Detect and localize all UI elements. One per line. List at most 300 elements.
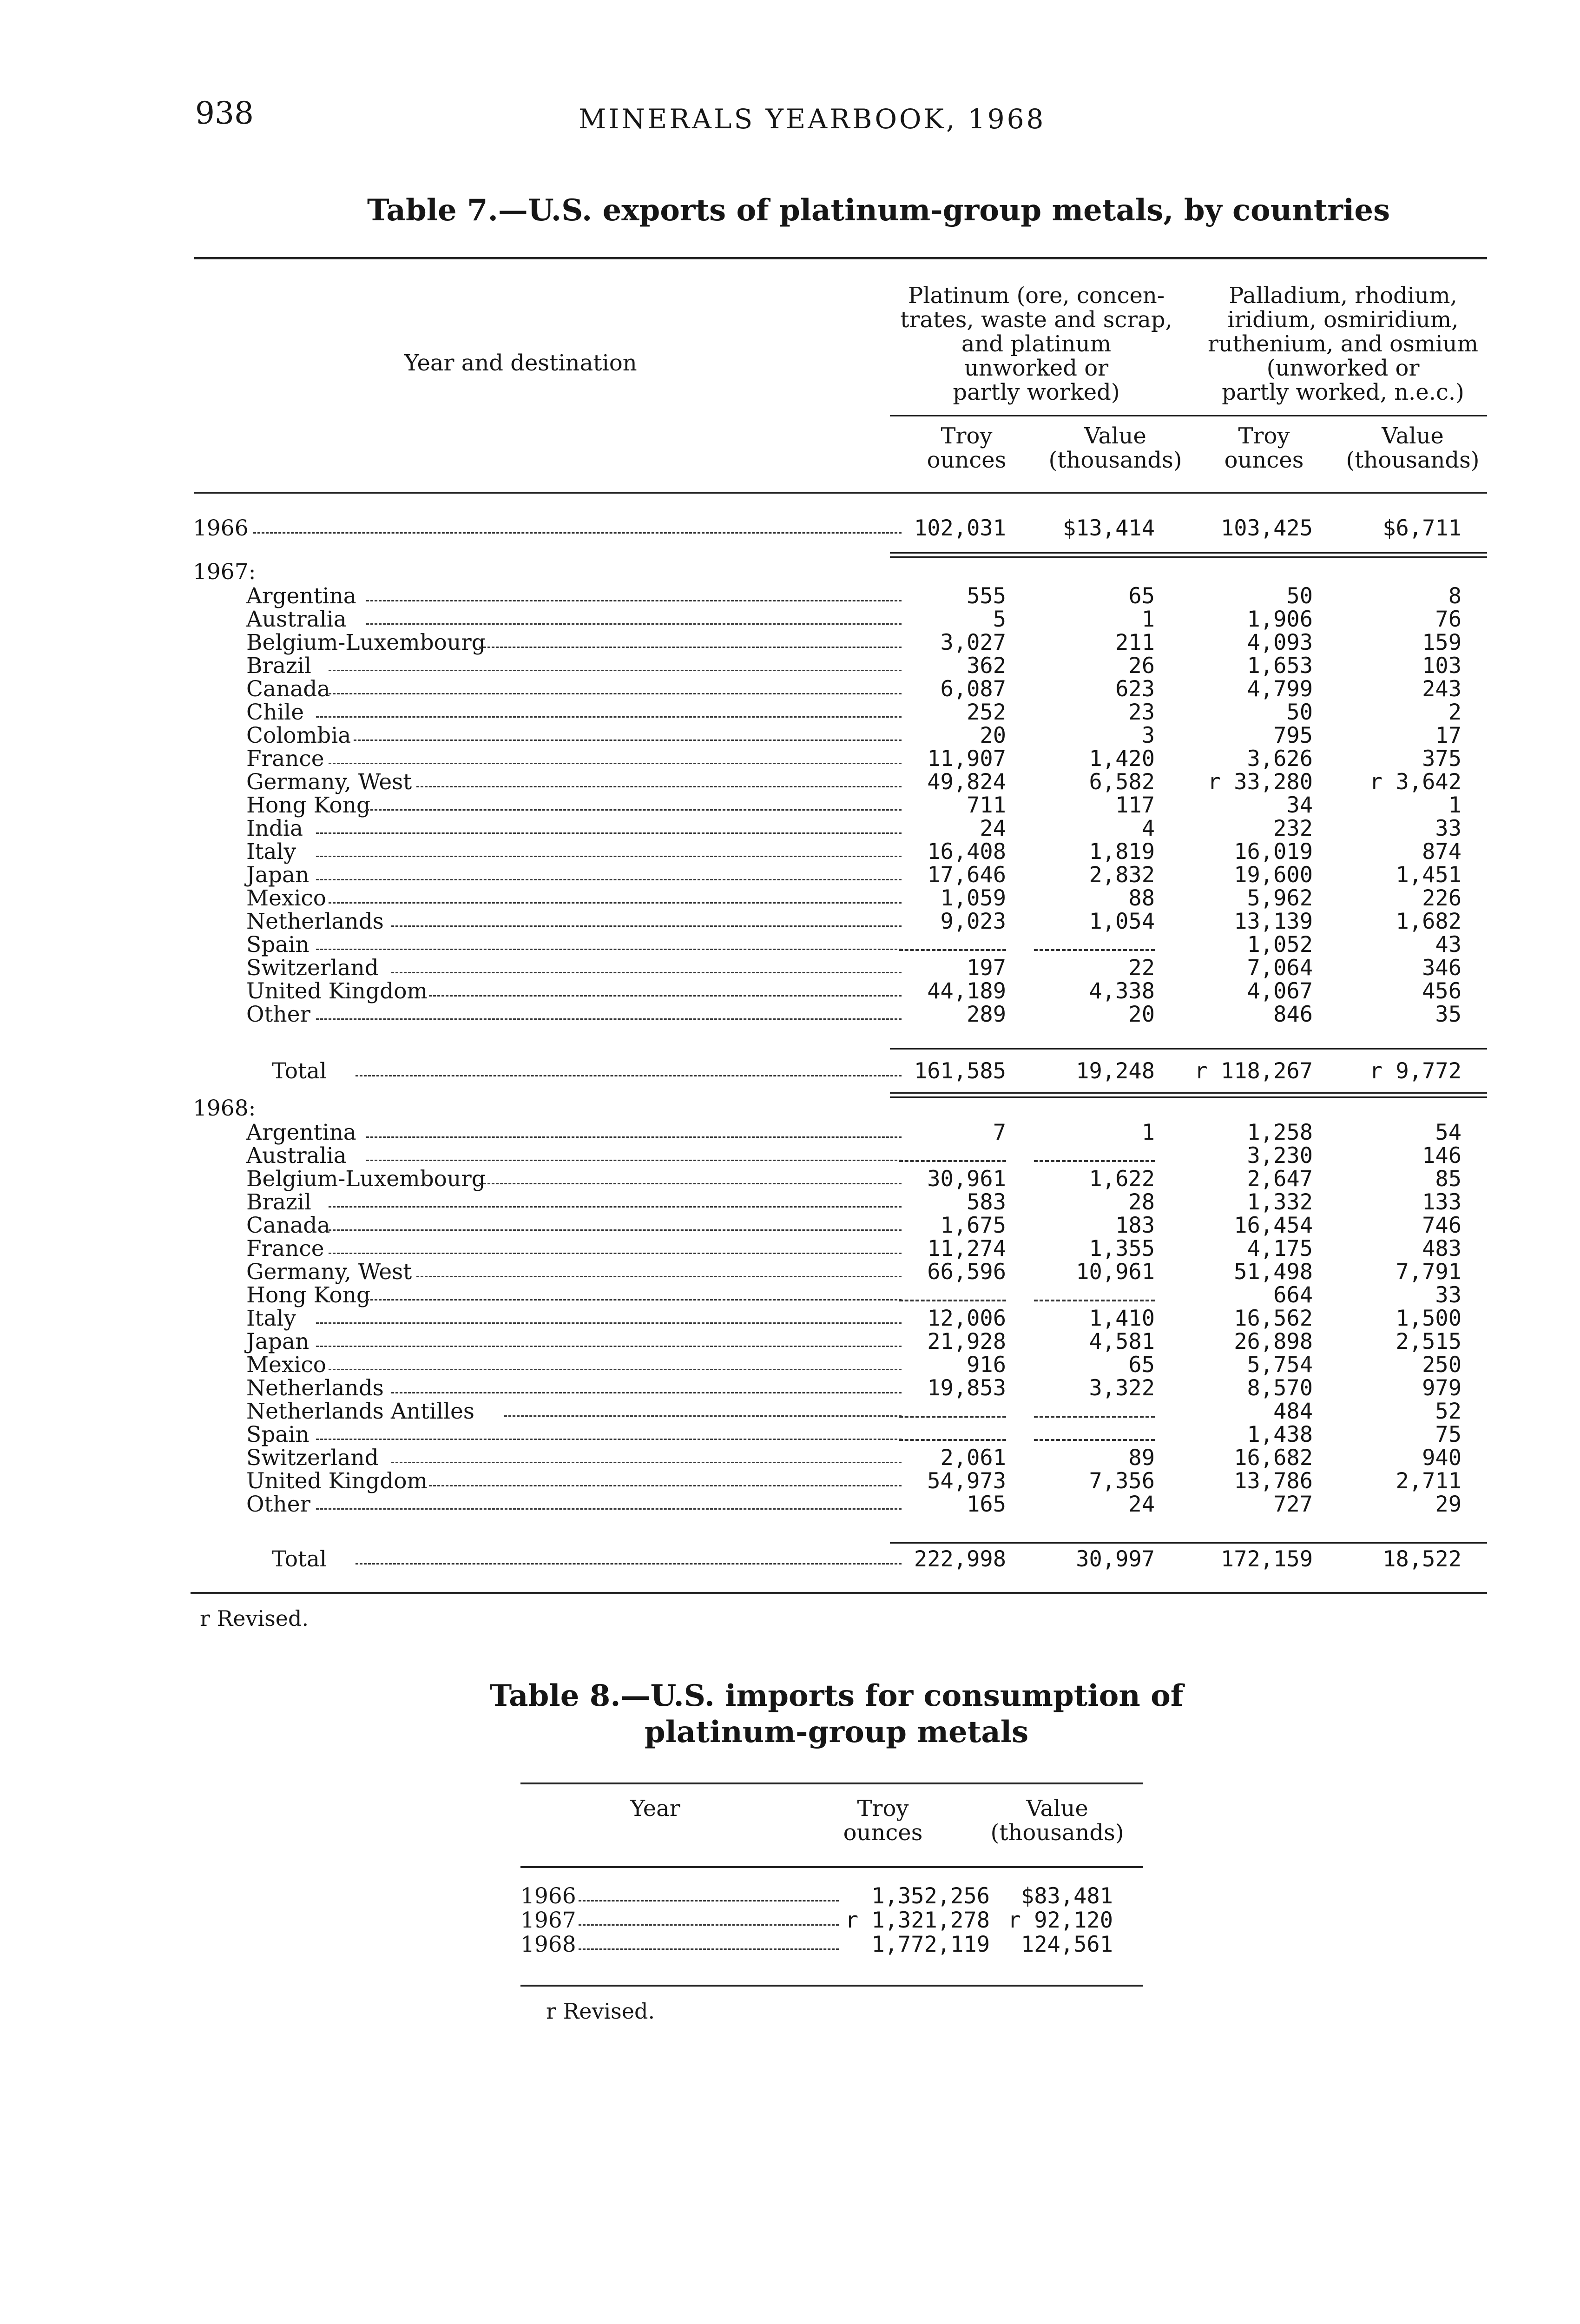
platinum-ounces: 3,027 [940,630,1006,655]
leader-dots [356,1563,902,1565]
col-header-value-1: Value (thousands) [1048,423,1182,473]
country-name: Hong Kong [246,1282,371,1308]
country-name: Switzerland [246,1445,379,1471]
leader-dots [429,995,902,997]
country-row [184,794,1466,817]
palladium-ounces: 3,626 [1247,746,1313,772]
platinum-value: 65 [1128,1352,1155,1378]
country-row [184,1261,1466,1284]
platinum-value: 1,420 [1089,746,1155,772]
palladium-value: 1,451 [1396,862,1462,888]
country-row [184,1121,1466,1144]
palladium-ounces: 846 [1273,1002,1313,1027]
palladium-ounces: 1,438 [1247,1422,1313,1447]
leader-dots [416,1276,902,1277]
palladium-ounces: 19,600 [1234,862,1313,888]
platinum-value: 1 [1141,1120,1155,1145]
leader-dots [354,739,902,741]
platinum-ounces: 17,646 [927,862,1006,888]
country-name: Canada [246,676,330,702]
palladium-ounces: 1,653 [1247,653,1313,679]
leader-dots [329,1229,902,1231]
platinum-value: 3 [1141,723,1155,748]
platinum-ounces: 5 [993,607,1006,632]
leader-dots [416,786,902,787]
platinum-value: 183 [1115,1213,1155,1238]
country-row [184,1214,1466,1237]
year-label: 1967 [520,1908,576,1933]
value-thousands: $83,481 [1020,1883,1113,1909]
country-row [184,1446,1466,1470]
platinum-value: 65 [1128,583,1155,609]
palladium-ounces: 5,754 [1247,1352,1313,1378]
row-label: 1968: [193,1096,256,1121]
year-label: 1968 [520,1932,576,1957]
platinum-ounces: 16,408 [927,839,1006,865]
palladium-value: 75 [1435,1422,1462,1447]
country-name: Japan [246,1329,309,1354]
country-row [184,631,1466,654]
palladium-value: 979 [1422,1375,1462,1401]
country-row [184,701,1466,724]
platinum-ounces: 24 [980,816,1006,841]
leader-dots [579,1924,839,1926]
palladium-value: 456 [1422,978,1462,1004]
country-row [184,1470,1466,1493]
platinum-value: 30,997 [1076,1546,1155,1572]
leader-dots [366,1299,902,1301]
no-data-dash [1034,1300,1155,1301]
leader-dots [579,1948,839,1950]
row-label: Total [272,1058,327,1084]
country-name: Spain [246,932,309,957]
country-row [184,1191,1466,1214]
troy-ounces: 1,352,256 [871,1883,990,1909]
no-data-dash [1034,1160,1155,1162]
palladium-value: 35 [1435,1002,1462,1027]
palladium-value: r 9,772 [1369,1058,1462,1084]
country-row [184,957,1466,980]
table8-title: Table 8.—U.S. imports for consumption of platinum-group metals [489,1678,1184,1750]
platinum-ounces: 30,961 [927,1166,1006,1192]
leader-dots [479,1183,902,1184]
palladium-value: 54 [1435,1120,1462,1145]
palladium-ounces: 4,799 [1247,676,1313,702]
double-rule [890,552,1487,554]
palladium-ounces: 16,562 [1234,1306,1313,1331]
row-label: 1966 [193,515,249,541]
country-name: Chile [246,700,304,725]
country-row [184,864,1466,887]
no-data-dash [899,1160,1006,1162]
platinum-ounces: 2,061 [940,1445,1006,1471]
platinum-value: 19,248 [1076,1058,1155,1084]
palladium-ounces: 484 [1273,1399,1313,1424]
palladium-ounces: 3,230 [1247,1143,1313,1169]
leader-dots [356,1075,902,1076]
country-name: Belgium-Luxembourg [246,630,486,655]
platinum-value: 1,410 [1089,1306,1155,1331]
palladium-value: 483 [1422,1236,1462,1261]
table8-col-troy: Troy ounces [843,1796,923,1846]
palladium-value: 874 [1422,839,1462,865]
table7-group2-header: Palladium, rhodium, iridium, osmiridium, ruthenium, and osmium (unworked or partly worked, n.e.c.) [1207,283,1479,405]
leader-dots [316,856,902,857]
leader-dots [391,1392,902,1393]
leader-dots [316,1322,902,1324]
country-name: Mexico [246,885,327,911]
table8-row [520,1933,1139,1956]
country-name: United Kingdom [246,1468,428,1494]
year-row-1966 [184,517,1466,540]
country-name: Colombia [246,723,351,748]
platinum-ounces: 252 [967,700,1006,725]
platinum-value: 1,622 [1089,1166,1155,1192]
country-row [184,1237,1466,1261]
platinum-value: 7,356 [1089,1468,1155,1494]
platinum-value: 1,054 [1089,909,1155,934]
leader-dots [329,670,902,671]
platinum-ounces: 362 [967,653,1006,679]
leader-dots [316,1018,902,1020]
country-name: Germany, West [246,1259,412,1285]
table7-header-rule [194,492,1487,494]
col-header-troy-2: Troy ounces [1224,423,1304,473]
palladium-ounces: 1,906 [1247,607,1313,632]
leader-dots [366,1136,902,1138]
palladium-value: 33 [1435,816,1462,841]
palladium-ounces: 172,159 [1220,1546,1313,1572]
country-name: Spain [246,1422,309,1447]
year-heading-1968 [184,1097,1466,1120]
leader-dots [329,763,902,764]
troy-ounces: 1,772,119 [871,1932,990,1957]
platinum-value: 22 [1128,955,1155,981]
palladium-ounces: 16,682 [1234,1445,1313,1471]
palladium-ounces: 13,139 [1234,909,1313,934]
leader-dots [366,1160,902,1161]
palladium-ounces: 4,067 [1247,978,1313,1004]
row-label: 1967: [193,559,256,585]
table7-group-rule [890,415,1487,416]
leader-dots [366,809,902,811]
platinum-value: 1,355 [1089,1236,1155,1261]
platinum-value: 23 [1128,700,1155,725]
total-row-1968 [184,1548,1466,1571]
palladium-value: 2 [1448,700,1462,725]
table7-bottom-rule [191,1592,1487,1594]
palladium-ounces: 8,570 [1247,1375,1313,1401]
country-row [184,1168,1466,1191]
platinum-value: 88 [1128,885,1155,911]
leader-dots [329,693,902,694]
country-row [184,1493,1466,1516]
country-row [184,840,1466,864]
country-name: Netherlands [246,909,384,934]
palladium-value: 243 [1422,676,1462,702]
leader-dots [429,1485,902,1486]
palladium-ounces: 103,425 [1220,515,1313,541]
platinum-ounces: 7 [993,1120,1006,1145]
platinum-ounces: 66,596 [927,1259,1006,1285]
palladium-value: 159 [1422,630,1462,655]
country-row [184,887,1466,910]
palladium-value: 52 [1435,1399,1462,1424]
platinum-ounces: 11,907 [927,746,1006,772]
country-name: Switzerland [246,955,379,981]
palladium-ounces: 34 [1286,792,1313,818]
leader-dots [391,925,902,927]
platinum-ounces: 161,585 [914,1058,1006,1084]
palladium-ounces: 664 [1273,1282,1313,1308]
country-row [184,1144,1466,1168]
row-label: Total [272,1546,327,1572]
platinum-ounces: 11,274 [927,1236,1006,1261]
palladium-value: 85 [1435,1166,1462,1192]
no-data-dash [899,949,1006,951]
palladium-value: 2,515 [1396,1329,1462,1354]
platinum-ounces: 289 [967,1002,1006,1027]
year-label: 1966 [520,1883,576,1909]
country-row [184,678,1466,701]
platinum-value: 1,819 [1089,839,1155,865]
country-name: Netherlands [246,1375,384,1401]
platinum-ounces: 6,087 [940,676,1006,702]
country-name: Belgium-Luxembourg [246,1166,486,1192]
palladium-ounces: 13,786 [1234,1468,1313,1494]
platinum-ounces: 102,031 [914,515,1006,541]
country-name: Other [246,1002,310,1027]
leader-dots [391,1462,902,1463]
palladium-ounces: 5,962 [1247,885,1313,911]
country-row [184,1284,1466,1307]
platinum-value: 26 [1128,653,1155,679]
palladium-value: $6,711 [1382,515,1462,541]
table8-col-value: Value (thousands) [990,1796,1124,1846]
value-thousands: r 92,120 [1007,1908,1113,1933]
leader-dots [316,832,902,834]
country-name: Brazil [246,1189,311,1215]
country-name: France [246,746,324,772]
palladium-ounces: 50 [1286,583,1313,609]
page-number: 938 [195,95,254,131]
country-name: Argentina [246,1120,356,1145]
country-name: Australia [246,1143,347,1169]
palladium-value: 1,682 [1396,909,1462,934]
palladium-ounces: 26,898 [1234,1329,1313,1354]
palladium-ounces: 727 [1273,1492,1313,1517]
no-data-dash [899,1416,1006,1418]
palladium-ounces: 50 [1286,700,1313,725]
platinum-value: 4,338 [1089,978,1155,1004]
country-row [184,771,1466,794]
country-name: Hong Kong [246,792,371,818]
platinum-ounces: 1,059 [940,885,1006,911]
running-head: MINERALS YEARBOOK, 1968 [579,103,1046,135]
platinum-value: 24 [1128,1492,1155,1517]
leader-dots [316,879,902,880]
palladium-value: 746 [1422,1213,1462,1238]
no-data-dash [1034,949,1155,951]
platinum-value: $13,414 [1062,515,1155,541]
leader-dots [316,1439,902,1440]
palladium-value: 43 [1435,932,1462,957]
leader-dots [329,1206,902,1208]
country-row [184,980,1466,1003]
palladium-ounces: 2,647 [1247,1166,1313,1192]
table7-group1-header: Platinum (ore, concen- trates, waste and scrap, and platinum unworked or partly worked) [900,283,1172,405]
platinum-ounces: 165 [967,1492,1006,1517]
col-header-value-2: Value (thousands) [1346,423,1480,473]
leader-dots [316,949,902,950]
palladium-value: 1,500 [1396,1306,1462,1331]
country-name: Canada [246,1213,330,1238]
palladium-value: 29 [1435,1492,1462,1517]
platinum-value: 20 [1128,1002,1155,1027]
table8-row [520,1909,1139,1932]
country-name: Mexico [246,1352,327,1378]
platinum-ounces: 583 [967,1189,1006,1215]
table8-header-rule [520,1866,1143,1868]
leader-dots [579,1900,839,1901]
country-row [184,1377,1466,1400]
palladium-value: 1 [1448,792,1462,818]
platinum-value: 89 [1128,1445,1155,1471]
palladium-value: 33 [1435,1282,1462,1308]
country-name: United Kingdom [246,978,428,1004]
country-name: Germany, West [246,769,412,795]
country-name: Netherlands Antilles [246,1399,474,1424]
country-name: Australia [246,607,347,632]
platinum-value: 1 [1141,607,1155,632]
country-row [184,608,1466,631]
country-row [184,585,1466,608]
no-data-dash [1034,1416,1155,1418]
leader-dots [316,1508,902,1510]
platinum-value: 3,322 [1089,1375,1155,1401]
platinum-ounces: 20 [980,723,1006,748]
year-heading-1967 [184,561,1466,584]
value-thousands: 124,561 [1020,1932,1113,1957]
palladium-value: 146 [1422,1143,1462,1169]
platinum-ounces: 197 [967,955,1006,981]
double-rule [890,556,1487,558]
palladium-ounces: 7,064 [1247,955,1313,981]
leader-dots [479,647,902,648]
country-row [184,933,1466,957]
palladium-ounces: r 33,280 [1207,769,1313,795]
col-header-troy-1: Troy ounces [927,423,1007,473]
palladium-value: 346 [1422,955,1462,981]
table7-footnote: r Revised. [200,1606,309,1631]
palladium-ounces: 16,019 [1234,839,1313,865]
no-data-dash [899,1300,1006,1301]
platinum-ounces: 44,189 [927,978,1006,1004]
palladium-value: 226 [1422,885,1462,911]
palladium-value: 250 [1422,1352,1462,1378]
country-name: Brazil [246,653,311,679]
country-row [184,910,1466,933]
palladium-value: 375 [1422,746,1462,772]
country-row [184,1003,1466,1026]
palladium-ounces: 1,258 [1247,1120,1313,1145]
platinum-ounces: 555 [967,583,1006,609]
country-name: Italy [246,1306,296,1331]
platinum-ounces: 1,675 [940,1213,1006,1238]
palladium-ounces: 795 [1273,723,1313,748]
platinum-ounces: 222,998 [914,1546,1006,1572]
platinum-value: 4,581 [1089,1329,1155,1354]
country-name: India [246,816,303,841]
table8-row [520,1885,1139,1908]
table7-stub-header: Year and destination [404,350,637,376]
country-name: France [246,1236,324,1261]
palladium-ounces: r 118,267 [1194,1058,1313,1084]
palladium-value: 2,711 [1396,1468,1462,1494]
platinum-ounces: 54,973 [927,1468,1006,1494]
country-row [184,1307,1466,1330]
country-name: Japan [246,862,309,888]
platinum-ounces: 711 [967,792,1006,818]
palladium-value: 133 [1422,1189,1462,1215]
total-rule [890,1048,1487,1050]
country-row [184,1423,1466,1446]
leader-dots [329,902,902,904]
palladium-value: 7,791 [1396,1259,1462,1285]
platinum-ounces: 916 [967,1352,1006,1378]
no-data-dash [899,1439,1006,1441]
platinum-value: 623 [1115,676,1155,702]
leader-dots [316,716,902,718]
leader-dots [329,1253,902,1254]
platinum-ounces: 21,928 [927,1329,1006,1354]
country-row [184,654,1466,678]
platinum-ounces: 19,853 [927,1375,1006,1401]
country-name: Other [246,1492,310,1517]
platinum-value: 2,832 [1089,862,1155,888]
palladium-value: 103 [1422,653,1462,679]
double-rule [890,1092,1487,1094]
leader-dots [366,600,902,601]
leader-dots [316,1346,902,1347]
palladium-value: 17 [1435,723,1462,748]
country-row [184,1353,1466,1377]
table8-footnote: r Revised. [546,1999,655,2024]
country-row [184,1400,1466,1423]
palladium-ounces: 51,498 [1234,1259,1313,1285]
table8-top-rule [520,1783,1143,1784]
country-row [184,1330,1466,1353]
platinum-value: 28 [1128,1189,1155,1215]
palladium-ounces: 4,093 [1247,630,1313,655]
table8-col-year: Year [630,1796,680,1822]
no-data-dash [1034,1439,1155,1441]
palladium-value: r 3,642 [1369,769,1462,795]
total-row-1967 [184,1060,1466,1083]
platinum-ounces: 49,824 [927,769,1006,795]
platinum-ounces: 12,006 [927,1306,1006,1331]
platinum-ounces: 9,023 [940,909,1006,934]
country-name: Argentina [246,583,356,609]
table7-top-rule [194,257,1487,259]
palladium-value: 8 [1448,583,1462,609]
palladium-value: 76 [1435,607,1462,632]
platinum-value: 117 [1115,792,1155,818]
palladium-ounces: 16,454 [1234,1213,1313,1238]
leader-dots [329,1369,902,1370]
country-name: Italy [246,839,296,865]
leader-dots [504,1415,902,1417]
